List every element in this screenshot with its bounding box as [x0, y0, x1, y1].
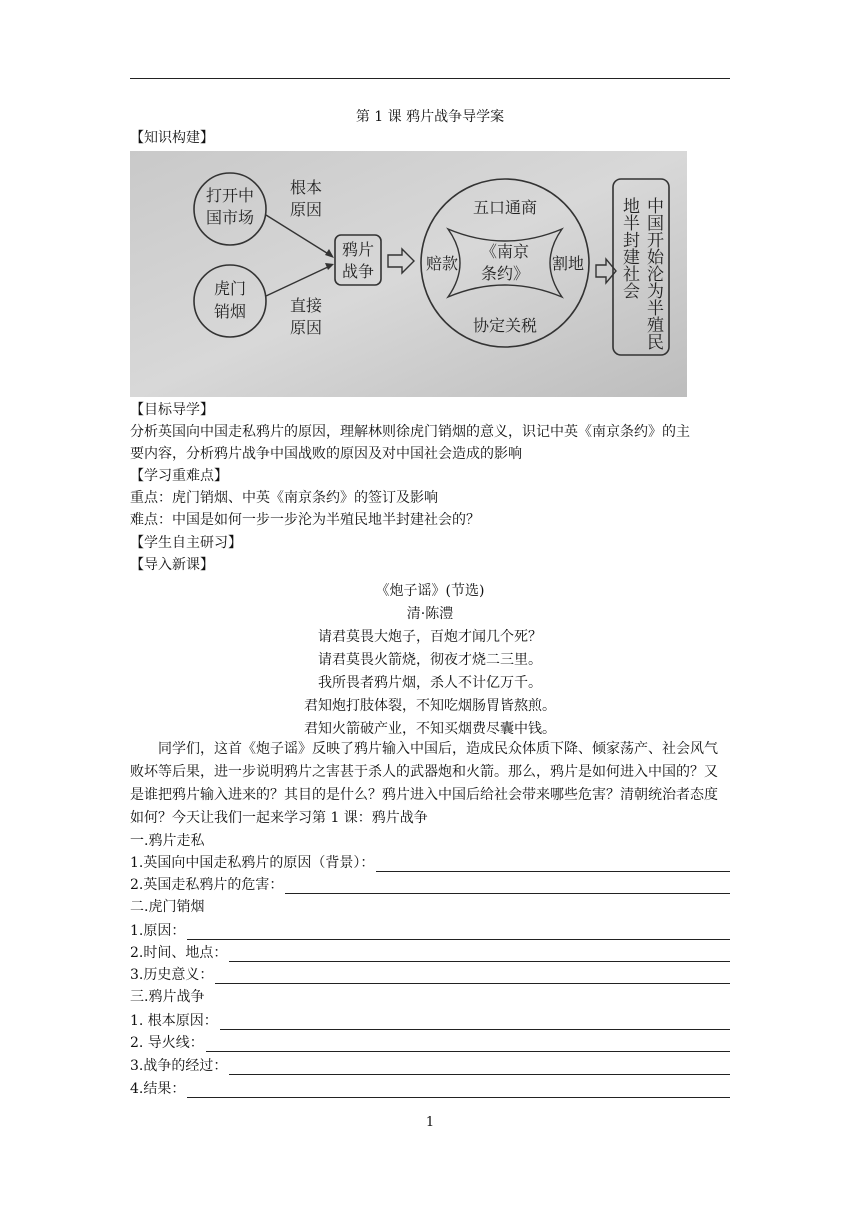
- part2-q3-row: [130, 964, 730, 984]
- part3-q3-row: [130, 1055, 730, 1075]
- treaty-bottom: 协定关税: [472, 316, 538, 335]
- part2-q2-blank[interactable]: [229, 945, 730, 962]
- part1-q2-label: 2.英国走私鸦片的危害：: [130, 877, 284, 893]
- part2-q1-blank[interactable]: [187, 923, 730, 940]
- goals-line-1: 分析英国向中国走私鸦片的原因，理解林则徐虎门销烟的意义，识记中英《南京条约》的主: [130, 424, 690, 440]
- node-humen-line1: 虎门: [213, 279, 247, 298]
- section-self-study: 【学生自主研习】: [130, 535, 242, 551]
- intro-paragraph: 同学们，这首《炮子谣》反映了鸦片输入中国后，造成民众体质下降、倾家荡产、社会风气败坏等后果，进一步说明鸦片之害甚于杀人的武器炮和火箭。那么，鸦片是如何进入中国的？又是谁把鸦片输入进来的？其目的是什么？鸦片进入中国后给社会带来哪些危害？清朝统治者态度如何？今天让我们一起来学习第 1 课：鸦片战争: [130, 741, 718, 826]
- part2-q3-blank[interactable]: [215, 967, 730, 984]
- result-col1: 中国开始沦为半殖民: [643, 197, 663, 350]
- section-knowledge: 【知识构建】: [130, 130, 214, 146]
- part1-q1-label: 1.英国向中国走私鸦片的原因（背景）：: [130, 855, 375, 871]
- header-rule: [130, 78, 730, 79]
- treaty-left: 赔款: [425, 254, 459, 273]
- part2-q1-row: [130, 920, 730, 940]
- knowledge-diagram: [130, 151, 687, 397]
- part3-q3-label: 3.战争的经过：: [130, 1058, 228, 1074]
- part3-q1-row: [130, 1010, 730, 1030]
- treaty-top: 五口通商: [472, 198, 538, 217]
- part1-heading: 一.鸦片走私: [130, 833, 205, 849]
- part2-q1-label: 1.原因：: [130, 923, 186, 939]
- part2-q2-row: [130, 942, 730, 962]
- part1-q2-blank[interactable]: [285, 877, 730, 894]
- section-goals: 【目标导学】: [130, 402, 214, 418]
- part3-q4-row: [130, 1078, 730, 1098]
- part1-q2-row: [130, 874, 730, 894]
- part2-heading: 二.虎门销烟: [130, 899, 205, 915]
- label-direct-cause-line2: 原因: [290, 318, 323, 337]
- result-col2: 地半封建社会: [619, 197, 639, 299]
- node-war-line2: 战争: [341, 262, 375, 281]
- page-title: 第 1 课 鸦片战争导学案: [355, 109, 505, 125]
- node-open-market-line2: 国市场: [205, 208, 255, 227]
- part3-q2-blank[interactable]: [206, 1035, 730, 1052]
- part3-q4-label: 4.结果：: [130, 1081, 186, 1097]
- part3-q2-label: 2. 导火线：: [130, 1035, 204, 1051]
- part3-q1-blank[interactable]: [220, 1013, 730, 1030]
- part1-q1-row: [130, 852, 730, 872]
- section-keypoints: 【学习重难点】: [130, 468, 228, 484]
- label-root-cause-line1: 根本: [290, 178, 323, 197]
- treaty-center-line1: 《南京: [480, 242, 530, 261]
- label-direct-cause-line1: 直接: [290, 296, 323, 315]
- label-root-cause-line2: 原因: [290, 200, 323, 219]
- section-intro: 【导入新课】: [130, 557, 214, 573]
- part3-q4-blank[interactable]: [187, 1081, 730, 1098]
- goals-line-2: 要内容，分析鸦片战争中国战败的原因及对中国社会造成的影响: [130, 446, 522, 462]
- keypoint-difficulty: 难点：中国是如何一步一步沦为半殖民地半封建社会的？: [130, 512, 480, 528]
- node-humen-line2: 销烟: [213, 302, 247, 321]
- part3-heading: 三.鸦片战争: [130, 989, 205, 1005]
- part2-q2-label: 2.时间、地点：: [130, 945, 228, 961]
- node-war-line1: 鸦片: [341, 240, 375, 259]
- poem-line-4: 君知炮打肢体裂，不知吃烟肠胃皆熬煎。: [304, 698, 556, 714]
- part3-q1-label: 1. 根本原因：: [130, 1013, 218, 1029]
- treaty-center-line2: 条约》: [480, 264, 530, 283]
- diagram-svg: [130, 151, 687, 397]
- keypoint-key: 重点：虎门销烟、中英《南京条约》的签订及影响: [130, 490, 438, 506]
- poem-line-3: 我所畏者鸦片烟，杀人不计亿万千。: [318, 675, 542, 691]
- node-open-market-line1: 打开中: [205, 186, 255, 205]
- poem-line-1: 请君莫畏大炮子，百炮才闻几个死？: [318, 629, 542, 645]
- part3-q2-row: [130, 1032, 730, 1052]
- treaty-right: 割地: [551, 254, 585, 273]
- poem-author: 清·陈澧: [406, 606, 454, 622]
- poem-line-2: 请君莫畏火箭烧，彻夜才烧二三里。: [318, 652, 542, 668]
- page-number: 1: [425, 1115, 435, 1130]
- poem-line-5: 君知火箭破产业，不知买烟费尽囊中钱。: [304, 721, 556, 737]
- part1-q1-blank[interactable]: [376, 855, 730, 872]
- part2-q3-label: 3.历史意义：: [130, 967, 214, 983]
- poem-title: 《炮子谣》(节选): [375, 583, 485, 599]
- part3-q3-blank[interactable]: [229, 1058, 730, 1075]
